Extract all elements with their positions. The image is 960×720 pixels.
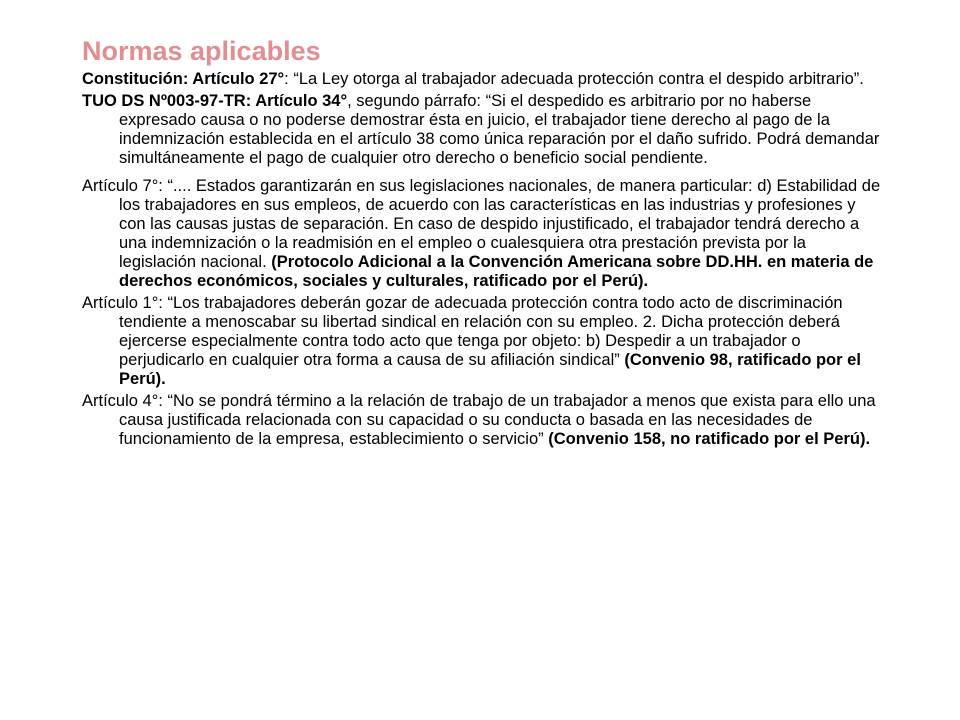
- slide-title: Normas aplicables: [82, 36, 321, 66]
- paragraph-articulo-4: [82, 392, 882, 449]
- paragraph-tuo: [82, 92, 882, 168]
- slide-content: [82, 34, 882, 449]
- paragraph-text: : “La Ley otorga al trabajador adecuada protección contra el despido arbitrario”.: [284, 70, 864, 88]
- paragraph-bold-tail: (Convenio 158, no ratificado por el Perú).: [548, 430, 871, 448]
- paragraph-constitucion: [82, 70, 882, 89]
- paragraph-bold-lead: TUO DS Nº003-97-TR: Artículo 34°: [82, 92, 348, 110]
- paragraph-bold-tail: (Protocolo Adicional a la Convención Americana sobre DD.HH. en materia de derechos económicos, sociales y culturales, ratificado por el Perú).: [119, 253, 874, 290]
- paragraph-text: Artículo 1°: “Los trabajadores deberán gozar de adecuada protección contra todo acto de discriminación tendiente a menoscabar su libertad sindical en relación con su empleo. 2. Dicha protección deberá ejercerse especialmente contra todo acto que tenga por objeto: b) Despedir a un trabajador o perjudicarlo en cualquier otra forma a causa de su afiliación sindical”: [82, 294, 843, 369]
- paragraph-articulo-1: [82, 294, 882, 389]
- paragraph-text: Artículo 7°: “.... Estados garantizarán en sus legislaciones nacionales, de manera particular: d) Estabilidad de los trabajadores en sus empleos, de acuerdo con las características en las industrias y profesiones y con las causas justas de separación. En caso de despido injustificado, el trabajador tendrá derecho a una indemnización o la readmisión en el empleo o cualesquiera otra prestación prevista por la legislación nacional.: [82, 177, 881, 271]
- paragraph-text: , segundo párrafo: “Si el despedido es arbitrario por no haberse expresado causa o no poderse demostrar ésta en juicio, el trabajador tiene derecho al pago de la indemnización establecida en el artículo 38 como única reparación por el daño sufrido. Podrá demandar simultáneamente el pago de cualquier otro derecho o beneficio social pendiente.: [119, 92, 880, 167]
- paragraph-bold-tail: (Convenio 98, ratificado por el Perú).: [119, 351, 861, 388]
- paragraph-bold-lead: Constitución: Artículo 27°: [82, 70, 285, 88]
- paragraph-text: Artículo 4°: “No se pondrá término a la relación de trabajo de un trabajador a menos que exista para ello una causa justificada relacionada con su capacidad o su conducta o basada en las necesidades de funcionamiento de la empresa, establecimiento o servicio”: [82, 392, 876, 448]
- paragraph-articulo-7: [82, 177, 882, 291]
